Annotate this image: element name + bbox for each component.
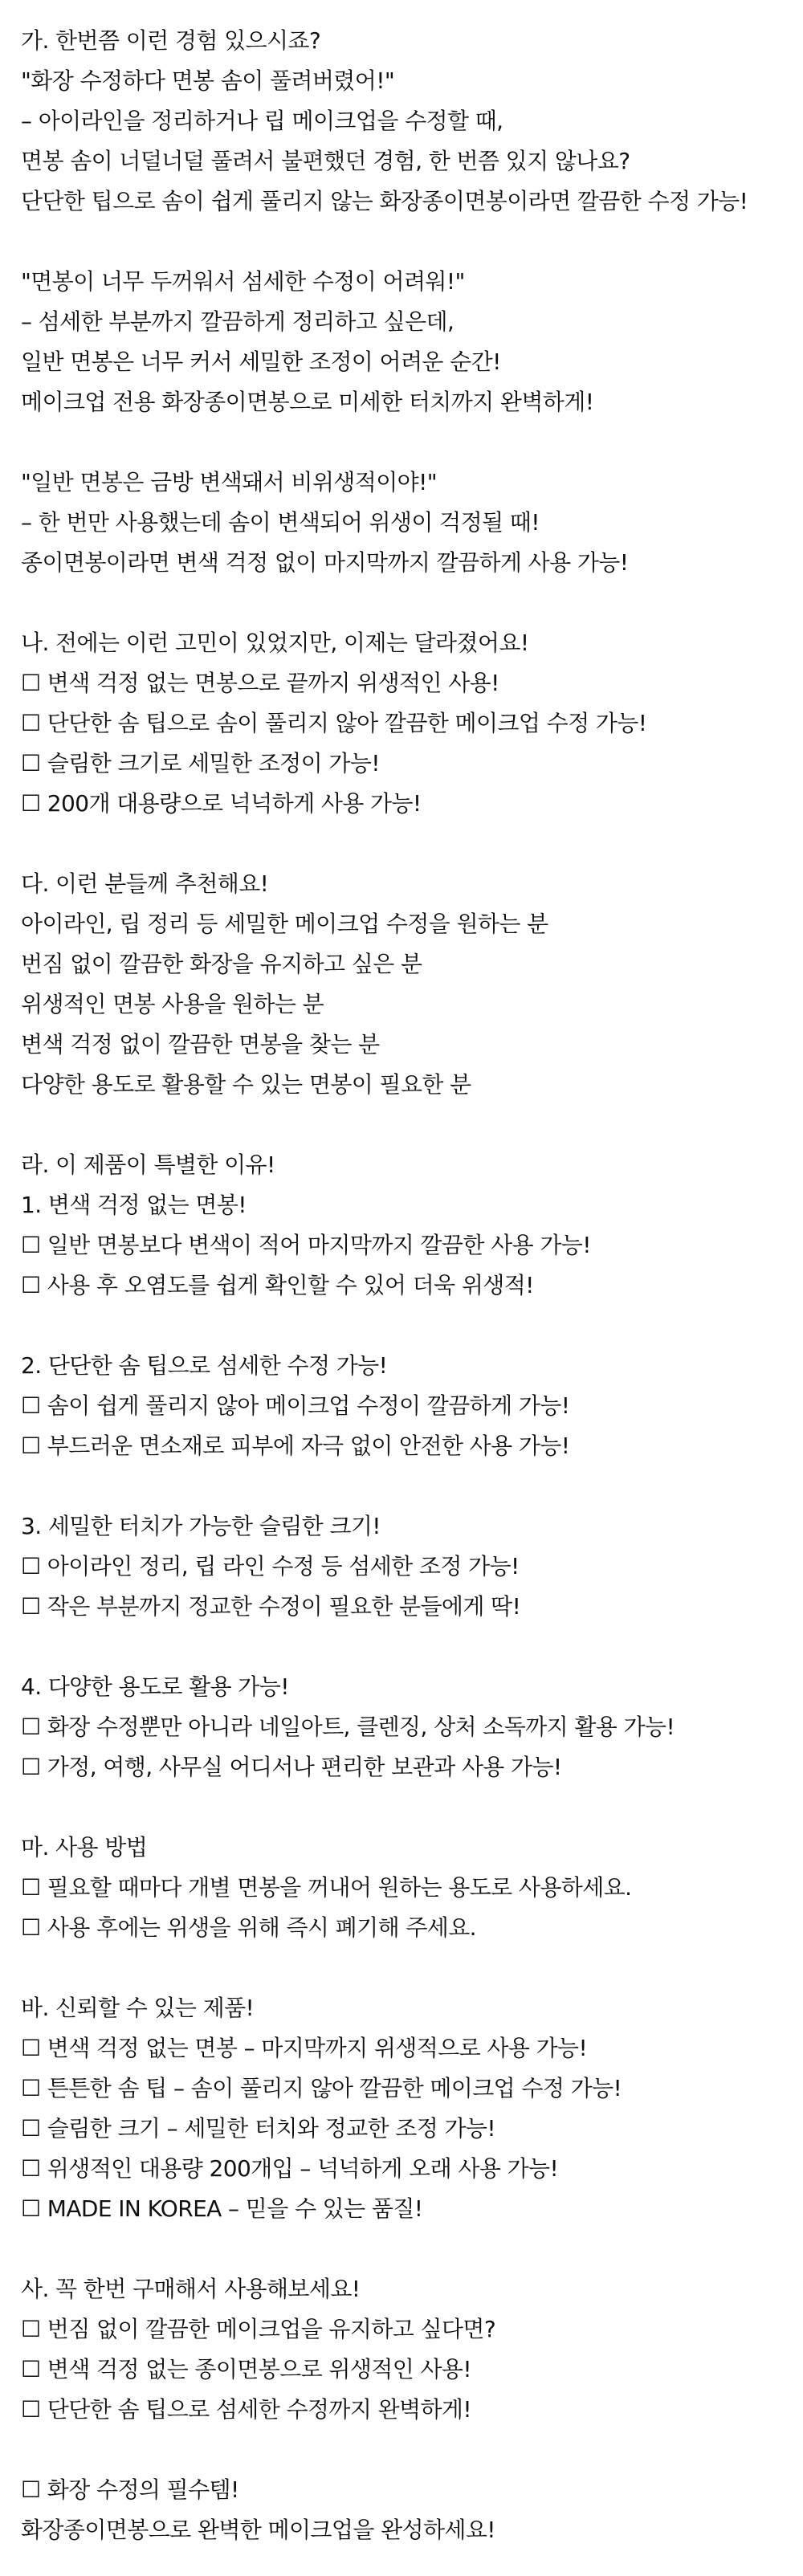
section-trusted-product (21, 1988, 782, 2229)
checkbox-line: ☐ 단단한 솜 팁으로 섬세한 수정까지 완벽하게! (21, 2396, 471, 2423)
text-line: – 섬세한 부분까지 깔끔하게 정리하고 싶은데, (21, 308, 454, 335)
checkbox-line: ☐ 슬림한 크기 – 세밀한 터치와 정교한 조정 가능! (21, 2115, 495, 2142)
section-experience-1 (21, 21, 782, 222)
text-line: 면봉 솜이 너덜너덜 풀려서 불편했던 경험, 한 번쯤 있지 않나요? (21, 148, 630, 174)
subheading-line: 4. 다양한 용도로 활용 가능! (21, 1673, 289, 1700)
text-line: 번짐 없이 깔끔한 화장을 유지하고 싶은 분 (21, 951, 422, 977)
section-special-reasons (21, 1145, 782, 1306)
checkbox-line: ☐ 튼튼한 솜 팁 – 솜이 풀리지 않아 깔끔한 메이크업 수정 가능! (21, 2075, 622, 2101)
checkbox-line: ☐ 부드러운 면소재로 피부에 자극 없이 안전한 사용 가능! (21, 1433, 570, 1459)
section-heading: 바. 신뢰할 수 있는 제품! (21, 1995, 255, 2021)
text-line: 화장종이면봉으로 완벽한 메이크업을 완성하세요! (21, 2517, 495, 2543)
subheading-line: 1. 변색 걱정 없는 면봉! (21, 1192, 247, 1218)
checkbox-line: ☐ 변색 걱정 없는 면봉 – 마지막까지 위생적으로 사용 가능! (21, 2035, 588, 2061)
section-heading: 다. 이런 분들께 추천해요! (21, 870, 269, 897)
section-reason-4 (21, 1667, 782, 1787)
checkbox-line: ☐ 사용 후에는 위생을 위해 즉시 폐기해 주세요. (21, 1914, 476, 1941)
section-heading: 사. 꼭 한번 구매해서 사용해보세요! (21, 2276, 361, 2302)
section-heading: 나. 전에는 이런 고민이 있었지만, 이제는 달라졌어요! (21, 630, 529, 656)
checkbox-line: ☐ 작은 부분까지 정교한 수정이 필요한 분들에게 딱! (21, 1593, 521, 1620)
subheading-line: 2. 단단한 솜 팁으로 섬세한 수정 가능! (21, 1352, 388, 1379)
checkbox-line: ☐ 화장 수정의 필수템! (21, 2476, 239, 2503)
quote-line: "일반 면봉은 금방 변색돼서 비위생적이야!" (21, 469, 438, 495)
section-before-after (21, 623, 782, 824)
section-experience-3 (21, 463, 782, 583)
section-recommended-for (21, 864, 782, 1105)
section-experience-2 (21, 262, 782, 422)
text-line: – 아이라인을 정리하거나 립 메이크업을 수정할 때, (21, 108, 503, 134)
text-line: 다양한 용도로 활용할 수 있는 면봉이 필요한 분 (21, 1071, 471, 1098)
checkbox-line: ☐ 번짐 없이 깔끔한 메이크업을 유지하고 싶다면? (21, 2316, 496, 2342)
checkbox-line: ☐ 200개 대용량으로 넉넉하게 사용 가능! (21, 790, 422, 817)
checkbox-line: ☐ MADE IN KOREA – 믿을 수 있는 품질! (21, 2195, 423, 2222)
checkbox-line: ☐ 변색 걱정 없는 면봉으로 끝까지 위생적인 사용! (21, 670, 499, 696)
checkbox-line: ☐ 단단한 솜 팁으로 솜이 풀리지 않아 깔끔한 메이크업 수정 가능! (21, 710, 647, 736)
section-heading: 마. 사용 방법 (21, 1834, 148, 1861)
quote-line: "면봉이 너무 두꺼워서 섬세한 수정이 어려워!" (21, 268, 465, 295)
text-line: 메이크업 전용 화장종이면봉으로 미세한 터치까지 완벽하게! (21, 389, 594, 415)
text-line: 종이면봉이라면 변색 걱정 없이 마지막까지 깔끔하게 사용 가능! (21, 549, 629, 576)
checkbox-line: ☐ 솜이 쉽게 풀리지 않아 메이크업 수정이 깔끔하게 가능! (21, 1392, 570, 1419)
checkbox-line: ☐ 사용 후 오염도를 쉽게 확인할 수 있어 더욱 위생적! (21, 1272, 534, 1298)
checkbox-line: ☐ 일반 면봉보다 변색이 적어 마지막까지 깔끔한 사용 가능! (21, 1232, 591, 1258)
section-how-to-use (21, 1828, 782, 1948)
text-line: 단단한 팁으로 솜이 쉽게 풀리지 않는 화장종이면봉이라면 깔끔한 수정 가능! (21, 188, 748, 214)
checkbox-line: ☐ 변색 걱정 없는 종이면봉으로 위생적인 사용! (21, 2356, 471, 2382)
subheading-line: 3. 세밀한 터치가 가능한 슬림한 크기! (21, 1513, 381, 1539)
section-purchase-cta (21, 2269, 782, 2430)
section-heading: 라. 이 제품이 특별한 이유! (21, 1151, 275, 1178)
checkbox-line: ☐ 화장 수정뿐만 아니라 네일아트, 클렌징, 상처 소독까지 활용 가능! (21, 1714, 675, 1740)
section-closing (21, 2470, 782, 2550)
checkbox-line: ☐ 필요할 때마다 개별 면봉을 꺼내어 원하는 용도로 사용하세요. (21, 1874, 632, 1901)
section-reason-2 (21, 1346, 782, 1466)
section-heading: 가. 한번쯤 이런 경험 있으시죠? (21, 27, 321, 54)
checkbox-line: ☐ 아이라인 정리, 립 라인 수정 등 섬세한 조정 가능! (21, 1553, 520, 1579)
text-line: 위생적인 면봉 사용을 원하는 분 (21, 991, 324, 1017)
quote-line: "화장 수정하다 면봉 솜이 풀려버렸어!" (21, 67, 395, 94)
checkbox-line: ☐ 슬림한 크기로 세밀한 조정이 가능! (21, 750, 380, 776)
text-line: 일반 면봉은 너무 커서 세밀한 조정이 어려운 순간! (21, 348, 501, 375)
text-line: 변색 걱정 없이 깔끔한 면봉을 찾는 분 (21, 1031, 380, 1058)
text-line: 아이라인, 립 정리 등 세밀한 메이크업 수정을 원하는 분 (21, 911, 548, 937)
checkbox-line: ☐ 가정, 여행, 사무실 어디서나 편리한 보관과 사용 가능! (21, 1754, 562, 1780)
text-line: – 한 번만 사용했는데 솜이 변색되어 위생이 걱정될 때! (21, 509, 540, 536)
checkbox-line: ☐ 위생적인 대용량 200개입 – 넉넉하게 오래 사용 가능! (21, 2155, 559, 2182)
section-reason-3 (21, 1506, 782, 1627)
